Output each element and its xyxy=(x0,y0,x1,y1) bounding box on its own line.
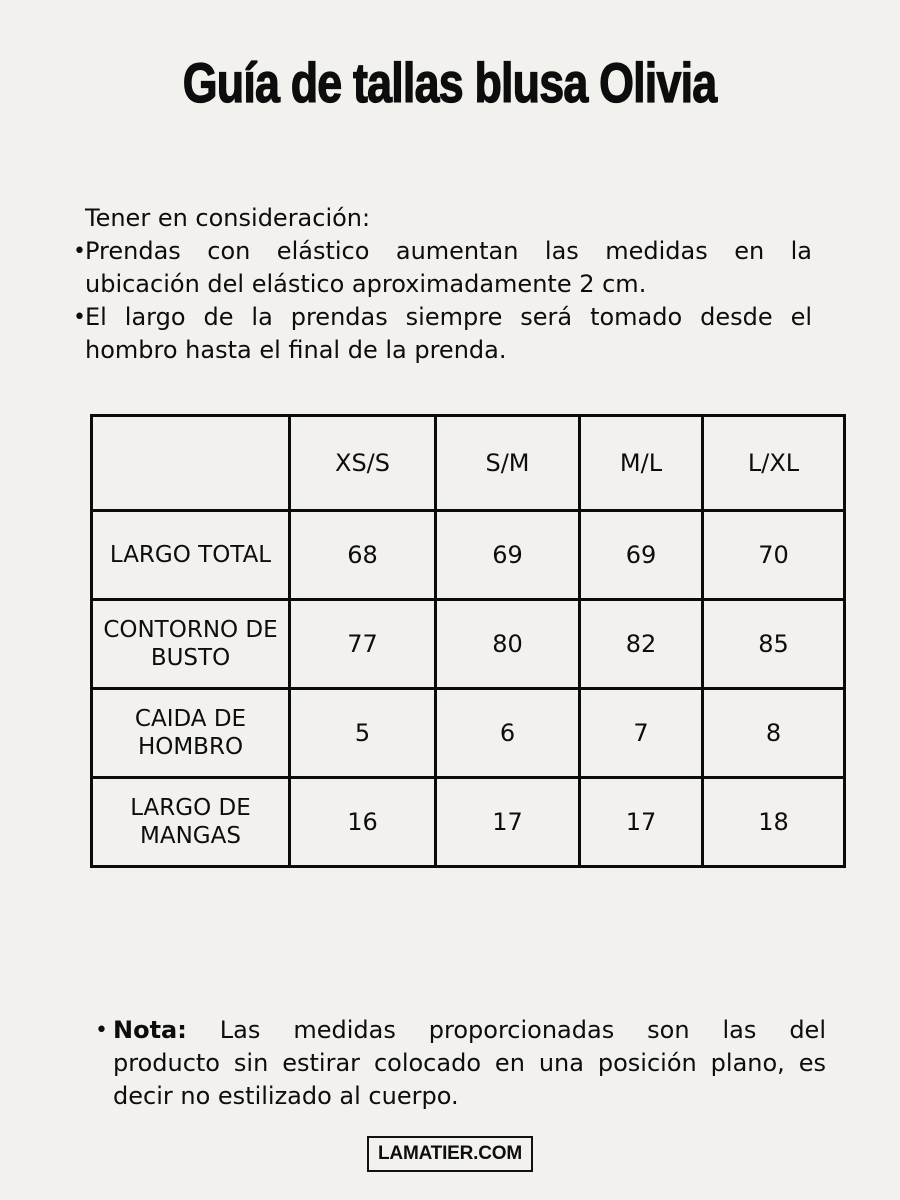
size-col-header: L/XL xyxy=(703,416,845,511)
size-table-header-row xyxy=(92,416,845,511)
table-row xyxy=(92,778,845,867)
text-line xyxy=(113,1014,826,1047)
text-line: Prendas con elástico aumentan las medidas en la xyxy=(85,237,812,265)
considerations-heading: Tener en consideración: xyxy=(85,204,371,232)
table-row xyxy=(92,600,845,689)
size-value-cell: 17 xyxy=(436,778,580,867)
bullet-icon: • xyxy=(73,239,86,264)
size-value-cell: 18 xyxy=(703,778,845,867)
note-text xyxy=(113,1014,826,1113)
bullet-icon: • xyxy=(73,305,86,330)
page-title xyxy=(0,51,900,115)
text-line: hombro hasta el final de la prenda. xyxy=(85,336,507,364)
text-line: El largo de la prendas siempre será tomado desde el xyxy=(85,303,812,331)
table-row xyxy=(92,511,845,600)
size-value-cell: 17 xyxy=(580,778,703,867)
size-value-cell: 16 xyxy=(290,778,436,867)
text-line: decir no estilizado al cuerpo. xyxy=(113,1082,459,1110)
size-value-cell: 80 xyxy=(436,600,580,689)
footer xyxy=(0,1136,900,1172)
size-value-cell: 82 xyxy=(580,600,703,689)
list-item-text xyxy=(85,301,812,367)
page-title-text: Guía de tallas blusa Olivia xyxy=(183,51,717,114)
note-label: Nota: xyxy=(113,1016,187,1044)
bullet-icon: • xyxy=(95,1018,108,1043)
row-label-cell: LARGO DE MANGAS xyxy=(92,778,290,867)
size-col-header: S/M xyxy=(436,416,580,511)
size-value-cell: 69 xyxy=(580,511,703,600)
text-line: ubicación del elástico aproximadamente 2 cm. xyxy=(85,270,647,298)
size-value-cell: 5 xyxy=(290,689,436,778)
size-value-cell: 68 xyxy=(290,511,436,600)
size-table xyxy=(90,414,846,868)
considerations-section xyxy=(73,202,812,367)
size-value-cell: 85 xyxy=(703,600,845,689)
row-label-cell: CONTORNO DE BUSTO xyxy=(92,600,290,689)
note-section xyxy=(95,1014,826,1113)
size-col-header: M/L xyxy=(580,416,703,511)
size-value-cell: 8 xyxy=(703,689,845,778)
size-value-cell: 77 xyxy=(290,600,436,689)
list-item xyxy=(73,235,812,301)
row-label-cell: CAIDA DE HOMBRO xyxy=(92,689,290,778)
size-value-cell: 6 xyxy=(436,689,580,778)
brand-name: LAMATIER.COM xyxy=(378,1143,522,1164)
size-value-cell: 7 xyxy=(580,689,703,778)
table-row xyxy=(92,689,845,778)
list-item xyxy=(73,301,812,367)
list-item-text xyxy=(85,235,812,301)
corner-cell xyxy=(92,416,290,511)
size-value-cell: 69 xyxy=(436,511,580,600)
note-line-text: Las medidas proporcionadas son las del xyxy=(219,1016,826,1044)
brand-box xyxy=(367,1136,533,1172)
text-line: producto sin estirar colocado en una posición plano, es xyxy=(113,1049,826,1077)
row-label-cell: LARGO TOTAL xyxy=(92,511,290,600)
size-value-cell: 70 xyxy=(703,511,845,600)
size-col-header: XS/S xyxy=(290,416,436,511)
